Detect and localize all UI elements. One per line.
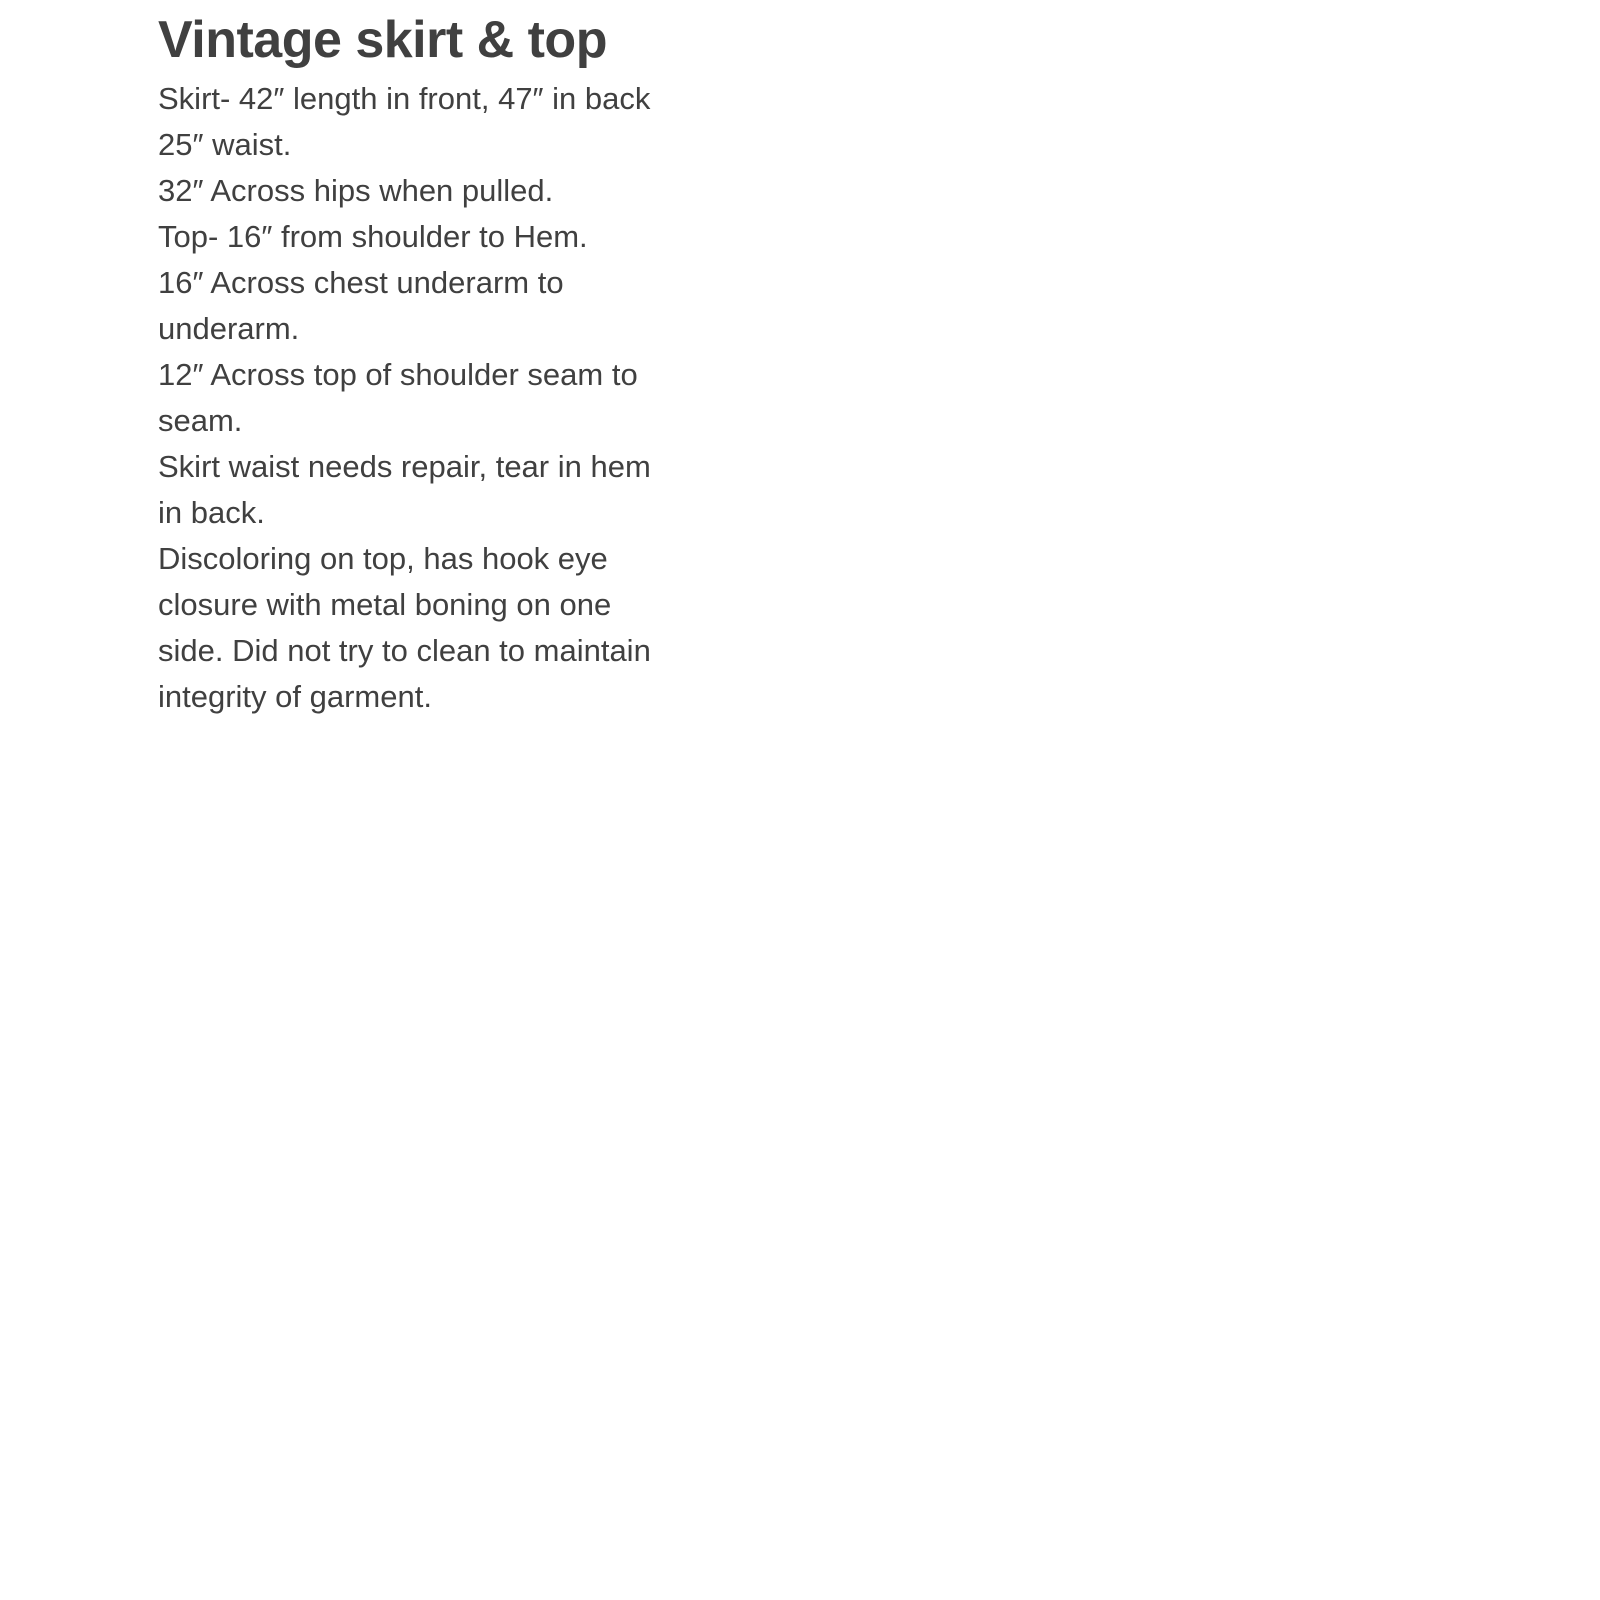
note-body — [158, 76, 658, 720]
note-line: Skirt waist needs repair, tear in hem in back. — [158, 449, 651, 530]
note-line: 16″ Across chest underarm to underarm. — [158, 265, 564, 346]
note-line: 12″ Across top of shoulder seam to seam. — [158, 357, 638, 438]
note-line: 32″ Across hips when pulled. — [158, 173, 554, 208]
note-line: Discoloring on top, has hook eye closure with metal boning on one side. Did not try to clean to maintain integrity of garment. — [158, 541, 651, 714]
note-title: Vintage skirt & top — [158, 11, 607, 69]
note-content — [158, 8, 658, 720]
note-line: Skirt- 42″ length in front, 47″ in back — [158, 81, 651, 116]
note-line: 25″ waist. — [158, 127, 292, 162]
note-line: Top- 16″ from shoulder to Hem. — [158, 219, 588, 254]
